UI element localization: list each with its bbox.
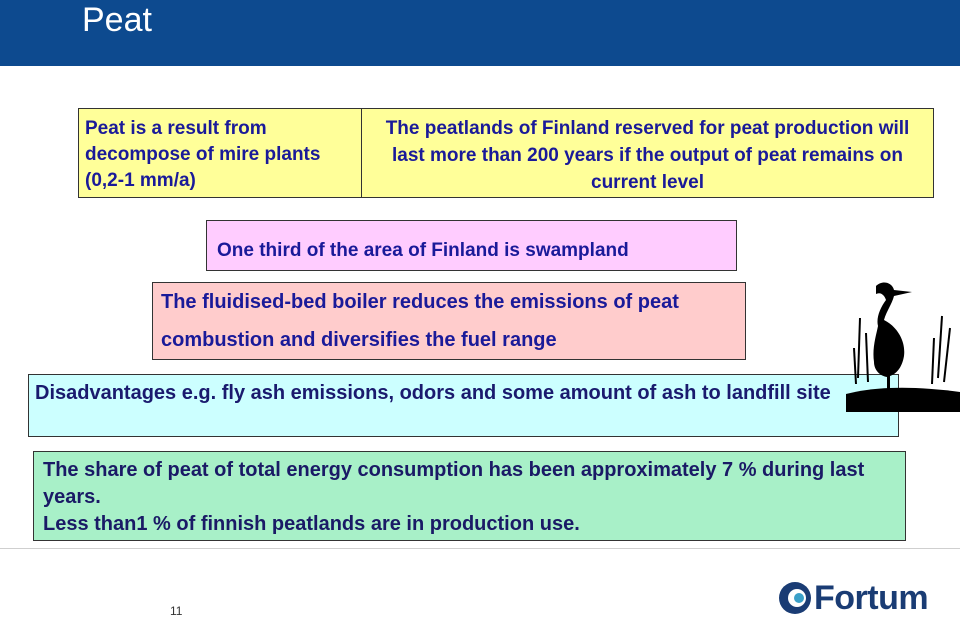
boiler-box: The fluidised-bed boiler reduces the emissions of peat combustion and diversifies the fuel range	[152, 282, 746, 360]
footer-divider	[0, 548, 960, 549]
fortum-logo-text: Fortum	[814, 578, 929, 617]
page-number: 11	[170, 604, 183, 618]
slide-header	[0, 0, 960, 66]
fortum-logo	[778, 576, 928, 620]
energy-share-box	[33, 451, 906, 541]
peat-formation-box: Peat is a result from decompose of mire plants (0,2-1 mm/a)	[78, 108, 362, 198]
disadvantages-box: Disadvantages e.g. fly ash emissions, odors and some amount of ash to landfill site	[28, 374, 899, 437]
production-use-line: Less than1 % of finnish peatlands are in production use.	[43, 513, 580, 535]
fortum-logo-icon	[778, 579, 812, 617]
peat-reserves-box: The peatlands of Finland reserved for peat production will last more than 200 years if the output of peat remains on current level	[361, 108, 934, 198]
slide-title: Peat	[82, 1, 152, 39]
swampland-box: One third of the area of Finland is swampland	[206, 220, 737, 271]
heron-icon	[846, 278, 960, 412]
energy-share-line: The share of peat of total energy consumption has been approximately 7 % during last years.	[43, 459, 865, 508]
